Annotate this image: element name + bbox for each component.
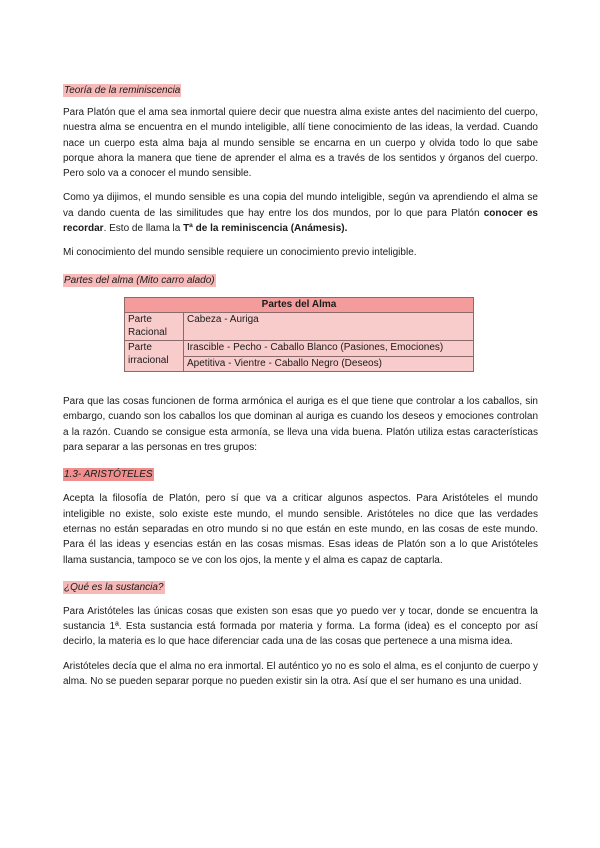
- table-cell-value: Apetitiva - Vientre - Caballo Negro (Deseos): [184, 356, 474, 372]
- p2-start: Como ya dijimos, el mundo sensible es una copia del mundo inteligible, según va aprendiendo el alma se va dando cuenta de las similitudes que hay entre los dos mundos, por lo que para Platón: [63, 192, 538, 219]
- table-row: [125, 313, 474, 341]
- paragraph-mundo-sensible: [63, 190, 538, 236]
- paragraph-aristoteles: Acepta la filosofía de Platón, pero sí que va a criticar algunos aspectos. Para Aristóteles el mundo inteligible no existe, solo existe este mundo, el mundo sensible. Aristóteles no dice que las verdades eternas no están separadas en otro mundo si no que están en este mundo, en las cosas de este mundo. Para él las ideas y esencias están en las cosas mismas. Esas ideas de Platón son a lo que Aristóteles llama sustancia, tampoco se ve con los ojos, la mente y el alma es capaz de captarla.: [63, 493, 538, 566]
- table-cell-label: Parte Racional: [125, 313, 184, 341]
- heading-sustancia: ¿Qué es la sustancia?: [64, 581, 164, 593]
- paragraph-armonia: Para que las cosas funcionen de forma armónica el auriga es el que tiene que controlar a los caballos, sin embargo, cuando son los caballos los que dominan al auriga es cuando los deseos y emociones controlan a la razón. Cuando se consigue esta armonía, se lleva una vida buena. Platón utiliza estas características para separar a las personas en tres grupos:: [63, 396, 538, 454]
- paragraph-alma-no-inmortal: Aristóteles decía que el alma no era inmortal. El auténtico yo no es solo el alma, es el conjunto de cuerpo y alma. No se pueden separar porque no pueden existir sin la otra. Así que el ser humano es una unidad.: [63, 660, 538, 688]
- table-header: Partes del Alma: [125, 297, 474, 313]
- table-cell-value: Cabeza - Auriga: [184, 313, 474, 341]
- table-header-row: [125, 297, 474, 313]
- paragraph-sustancia: Para Aristóteles las únicas cosas que existen son esas que yo puedo ver y tocar, donde se encuentra la sustancia 1ª. Esta sustancia está formada por materia y forma. La forma (idea) es el concepto por así decirlo, la materia es lo que hace diferenciar cada una de las cosas que pertenece a una misma idea.: [63, 605, 538, 648]
- p2-bold-conocer: conocer es recordar: [63, 207, 538, 235]
- heading-aristoteles: 1.3- ARISTÓTELES: [64, 469, 153, 481]
- paragraph-conocimiento-previo: Mi conocimiento del mundo sensible requiere un conocimiento previo inteligible.: [63, 247, 417, 259]
- partes-alma-table: [124, 297, 474, 373]
- table-row: [125, 341, 474, 357]
- table-cell-label: Parte irracional: [125, 341, 184, 372]
- heading-partes-alma: Partes del alma (Mito carro alado): [64, 274, 215, 286]
- p2-bold-reminiscencia: Tª de la reminiscencia (Anámesis).: [183, 223, 348, 235]
- paragraph-alma-inmortal: Para Platón que el ama sea inmortal quiere decir que nuestra alma existe antes del nacimiento del cuerpo, nuestra alma se encuentra en el mundo inteligible, allí tiene conocimiento de las ideas, la verdad. Cuando nace un cuerpo esta alma baja al mundo sensible se encarna en un cuerpo y olvida todo lo que sabe porque ahora la manera que tiene de aprender el alma es a través de los sentidos y órganos del cuerpo. Pero solo va a conocer el mundo sensible.: [63, 107, 538, 180]
- heading-reminiscencia: Teoría de la reminiscencia: [64, 85, 181, 96]
- table-cell-value: Irascible - Pecho - Caballo Blanco (Pasiones, Emociones): [184, 341, 474, 357]
- p2-mid: . Esto de llama la: [103, 223, 184, 235]
